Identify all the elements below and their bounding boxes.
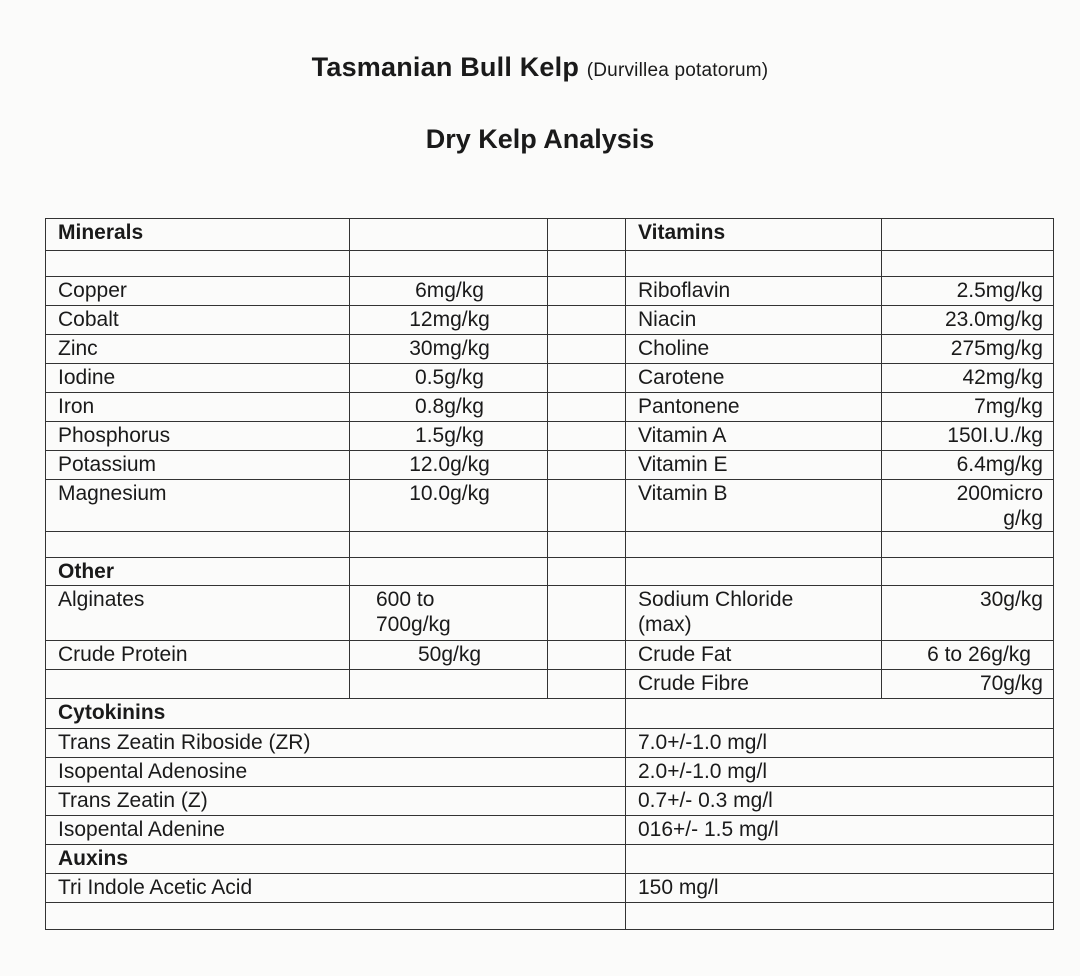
- vitamin-b-value-line2: g/kg: [1003, 507, 1043, 530]
- vitamin-b-value-line1: 200micro: [956, 482, 1043, 505]
- mineral-value: 0.5g/kg: [350, 364, 548, 393]
- table-row: [46, 845, 1054, 874]
- cytokinin-name: Trans Zeatin Riboside (ZR): [46, 729, 626, 758]
- table-row: [46, 586, 1054, 641]
- vitamin-name: Carotene: [626, 364, 882, 393]
- vitamin-value: 23.0mg/kg: [882, 306, 1054, 335]
- auxins-header: Auxins: [46, 845, 626, 874]
- analysis-table: [45, 218, 1054, 930]
- other-name: Crude Fibre: [626, 670, 882, 699]
- minerals-header: Minerals: [46, 219, 350, 251]
- other-name: [626, 586, 882, 641]
- cytokinins-header: Cytokinins: [46, 699, 626, 729]
- mineral-value: 12mg/kg: [350, 306, 548, 335]
- other-value: 50g/kg: [350, 641, 548, 670]
- table-row: [46, 451, 1054, 480]
- mineral-value: 6mg/kg: [350, 277, 548, 306]
- other-name: Crude Protein: [46, 641, 350, 670]
- table-row: [46, 480, 1054, 532]
- vitamin-name: Pantonene: [626, 393, 882, 422]
- table-row: [46, 422, 1054, 451]
- sodium-chloride-line2: (max): [638, 613, 692, 636]
- table-row: [46, 670, 1054, 699]
- auxin-value: 150 mg/l: [626, 874, 1054, 903]
- vitamins-header: Vitamins: [626, 219, 882, 251]
- other-value: 70g/kg: [882, 670, 1054, 699]
- scientific-name: (Durvillea potatorum): [586, 60, 769, 81]
- vitamin-value: 150I.U./kg: [882, 422, 1054, 451]
- table-row: [46, 816, 1054, 845]
- table-row: [46, 219, 1054, 251]
- vitamin-name: Vitamin A: [626, 422, 882, 451]
- table-row: [46, 874, 1054, 903]
- document-subtitle: Dry Kelp Analysis: [425, 124, 655, 154]
- mineral-name: Iron: [46, 393, 350, 422]
- table-row: [46, 335, 1054, 364]
- sodium-chloride-line1: Sodium Chloride: [638, 588, 794, 611]
- other-name: Crude Fat: [626, 641, 882, 670]
- table-row: [46, 787, 1054, 816]
- vitamin-name: Riboflavin: [626, 277, 882, 306]
- other-value: 30g/kg: [882, 586, 1054, 641]
- other-name: Alginates: [46, 586, 350, 641]
- vitamin-name: Niacin: [626, 306, 882, 335]
- alginates-value-line1: 600 to: [376, 588, 435, 611]
- alginates-value-line2: 700g/kg: [376, 613, 451, 636]
- other-value: [350, 586, 548, 641]
- mineral-name: Iodine: [46, 364, 350, 393]
- cytokinin-name: Isopental Adenosine: [46, 758, 626, 787]
- other-header: Other: [46, 558, 350, 586]
- mineral-value: 0.8g/kg: [350, 393, 548, 422]
- vitamin-name: Vitamin E: [626, 451, 882, 480]
- cytokinin-value: 2.0+/-1.0 mg/l: [626, 758, 1054, 787]
- vitamin-name: Vitamin B: [626, 480, 882, 532]
- other-value: 6 to 26g/kg: [882, 641, 1054, 670]
- mineral-name: Copper: [46, 277, 350, 306]
- cytokinin-value: 0.7+/- 0.3 mg/l: [626, 787, 1054, 816]
- cytokinin-name: Trans Zeatin (Z): [46, 787, 626, 816]
- cytokinin-name: Isopental Adenine: [46, 816, 626, 845]
- mineral-value: 12.0g/kg: [350, 451, 548, 480]
- vitamin-value: 6.4mg/kg: [882, 451, 1054, 480]
- auxin-name: Tri Indole Acetic Acid: [46, 874, 626, 903]
- vitamin-value: 275mg/kg: [882, 335, 1054, 364]
- mineral-value: 30mg/kg: [350, 335, 548, 364]
- table-row: [46, 641, 1054, 670]
- mineral-name: Magnesium: [46, 480, 350, 532]
- mineral-value: 10.0g/kg: [350, 480, 548, 532]
- table-row: [46, 277, 1054, 306]
- table-row: [46, 699, 1054, 729]
- mineral-name: Zinc: [46, 335, 350, 364]
- table-row: [46, 306, 1054, 335]
- vitamin-value: 42mg/kg: [882, 364, 1054, 393]
- vitamin-value: [882, 480, 1054, 532]
- cytokinin-value: 7.0+/-1.0 mg/l: [626, 729, 1054, 758]
- vitamin-name: Choline: [626, 335, 882, 364]
- mineral-value: 1.5g/kg: [350, 422, 548, 451]
- table-row: [46, 393, 1054, 422]
- vitamin-value: 2.5mg/kg: [882, 277, 1054, 306]
- table-row: [46, 758, 1054, 787]
- mineral-name: Cobalt: [46, 306, 350, 335]
- table-row: [46, 558, 1054, 586]
- mineral-name: Phosphorus: [46, 422, 350, 451]
- table-row: [46, 364, 1054, 393]
- document-title: [0, 52, 1080, 83]
- vitamin-value: 7mg/kg: [882, 393, 1054, 422]
- mineral-name: Potassium: [46, 451, 350, 480]
- table-row: [46, 729, 1054, 758]
- title-main: Tasmanian Bull Kelp: [311, 52, 580, 82]
- cytokinin-value: 016+/- 1.5 mg/l: [626, 816, 1054, 845]
